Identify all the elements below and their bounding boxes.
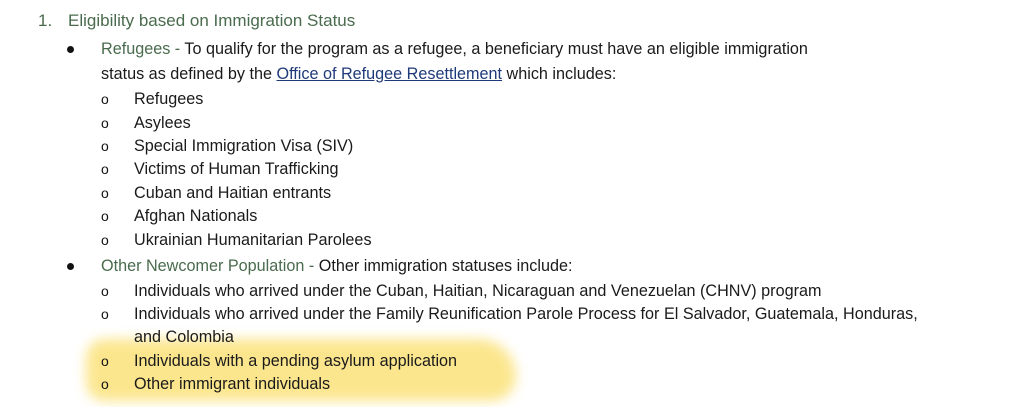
sub-marker: o	[101, 208, 109, 224]
list-item: Special Immigration Visa (SIV)	[134, 137, 354, 155]
bullet-text: Other immigration statuses include:	[318, 257, 573, 275]
bullet-refugees-line2: status as defined by the Office of Refugee Resettlement which includes:	[101, 65, 617, 83]
list-item: Individuals with a pending asylum application	[134, 352, 458, 370]
list-item: Other immigrant individuals	[134, 375, 331, 393]
bullet-label-refugees: Refugees	[101, 40, 171, 58]
sub-marker: o	[101, 232, 109, 248]
section-title: Eligibility based on Immigration Status	[68, 11, 356, 30]
sub-marker: o	[101, 353, 109, 369]
bullet-dot	[67, 46, 74, 53]
sub-marker: o	[101, 185, 109, 201]
section-number: 1.	[38, 11, 53, 30]
list-item: Afghan Nationals	[134, 207, 258, 225]
bullet-refugees-line1: Refugees - To qualify for the program as a refugee, a beneficiary must have an eligible immigration	[101, 40, 808, 58]
section-heading	[38, 10, 355, 32]
bullet-dot	[67, 263, 74, 270]
list-item: Individuals who arrived under the Family Reunification Parole Process for El Salvador, Guatemala, Honduras,	[134, 305, 918, 323]
sub-marker: o	[101, 138, 109, 154]
list-item-continuation: and Colombia	[134, 328, 234, 346]
list-item: Ukrainian Humanitarian Parolees	[134, 231, 372, 249]
bullet-text: To qualify for the program as a refugee, a beneficiary must have an eligible immigration	[184, 40, 808, 58]
sub-marker: o	[101, 115, 109, 131]
bullet-newcomer-line1: Other Newcomer Population - Other immigration statuses include:	[101, 257, 573, 275]
sub-marker: o	[101, 376, 109, 392]
list-item: Victims of Human Trafficking	[134, 160, 339, 178]
sub-marker: o	[101, 306, 109, 322]
list-item: Individuals who arrived under the Cuban, Haitian, Nicaraguan and Venezuelan (CHNV) program	[134, 282, 822, 300]
sub-marker: o	[101, 283, 109, 299]
sub-marker: o	[101, 161, 109, 177]
sub-marker: o	[101, 91, 109, 107]
list-item: Asylees	[134, 114, 191, 132]
bullet-label-newcomer: Other Newcomer Population	[101, 257, 305, 275]
office-of-refugee-resettlement-link[interactable]: Office of Refugee Resettlement	[276, 65, 503, 83]
list-item: Refugees	[134, 90, 204, 108]
list-item: Cuban and Haitian entrants	[134, 184, 332, 202]
